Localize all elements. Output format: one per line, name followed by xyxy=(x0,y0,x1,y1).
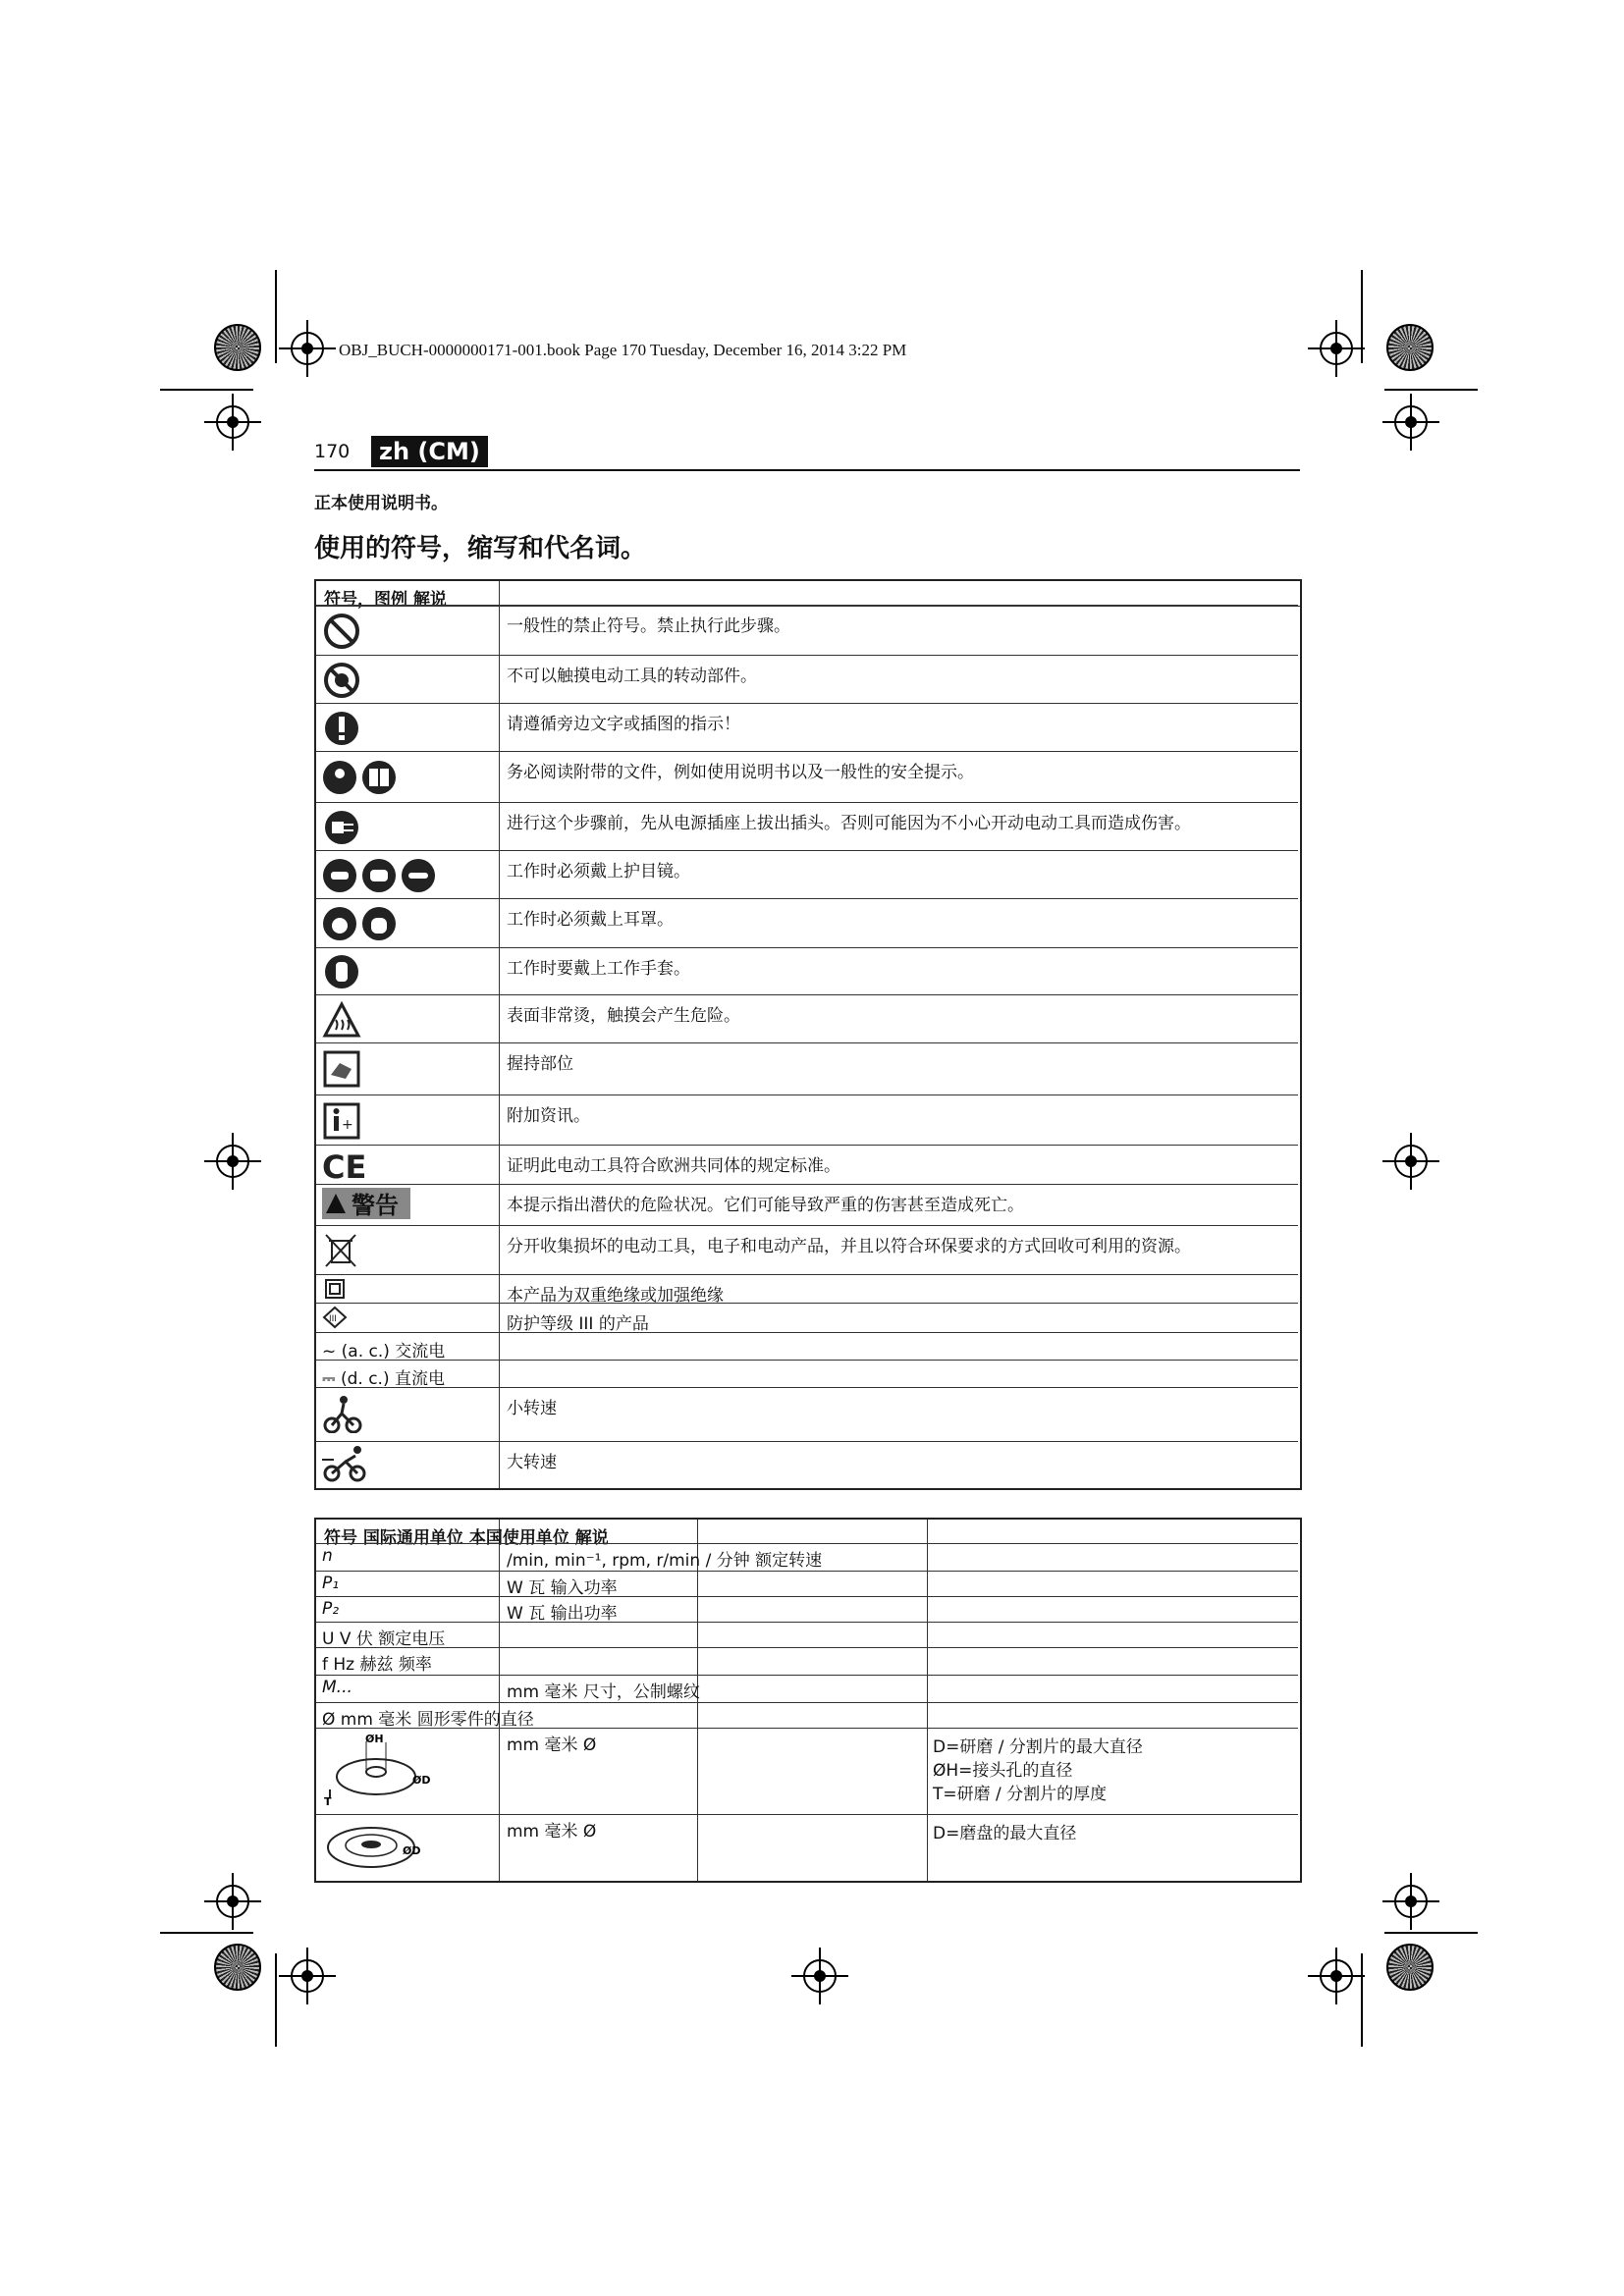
svg-text:CE: CE xyxy=(322,1148,367,1186)
svg-text:警告: 警告 xyxy=(352,1192,399,1219)
prohibition-icon xyxy=(322,612,361,655)
registration-mark-icon xyxy=(1320,1959,1353,1993)
weee-bin-icon xyxy=(322,1231,361,1274)
table-row xyxy=(316,1571,1298,1597)
hot-surface-icon xyxy=(322,1000,361,1043)
table-row xyxy=(316,850,1298,899)
table-row xyxy=(316,1274,1298,1304)
grinding-disc-diagram-icon xyxy=(322,1733,440,1815)
table-row xyxy=(316,655,1298,704)
page-number: 170 xyxy=(314,441,351,462)
exclamation-icon xyxy=(322,709,361,752)
symbol-description: 本产品为双重绝缘或加强绝缘 xyxy=(507,1286,724,1306)
unit-description: mm 毫米 Ø xyxy=(507,1822,597,1842)
symbol-description: 工作时要戴上工作手套。 xyxy=(507,959,690,979)
symbol-description: 工作时必须戴上护目镜。 xyxy=(507,862,690,881)
crop-mark xyxy=(160,389,253,391)
file-header: OBJ_BUCH-0000000171-001.book Page 170 Tuesday, December 16, 2014 3:22 PM xyxy=(339,341,907,359)
table-row xyxy=(316,898,1298,948)
registration-mark-icon xyxy=(1320,332,1353,365)
intro-text: 正本使用说明书。 xyxy=(314,494,448,513)
table-row xyxy=(316,1225,1298,1275)
no-touch-rotating-icon xyxy=(322,661,361,704)
crop-mark xyxy=(1384,1932,1478,1934)
symbol-description: 一般性的禁止符号。禁止执行此步骤。 xyxy=(507,616,790,636)
unit-symbol: M... xyxy=(322,1678,352,1697)
symbol-label: ~ (a. c.) 交流电 xyxy=(322,1342,446,1362)
table-row xyxy=(316,1814,1298,1878)
table-row xyxy=(316,1042,1298,1095)
info-icon xyxy=(322,1101,361,1145)
units-table-header: 符号 国际通用单位 本国使用单位 解说 xyxy=(324,1528,609,1548)
color-target-icon xyxy=(1386,324,1434,371)
unit-note: ØH=接头孔的直径 xyxy=(933,1761,1073,1781)
table-row xyxy=(316,1622,1298,1648)
table-row xyxy=(316,1702,1298,1729)
table-row xyxy=(316,1303,1298,1333)
symbol-description: 证明此电动工具符合欧洲共同体的规定标准。 xyxy=(507,1156,840,1176)
table-row xyxy=(316,703,1298,752)
unit-note: D=研磨 / 分割片的最大直径 xyxy=(933,1737,1143,1757)
registration-mark-icon xyxy=(291,332,324,365)
grip-area-icon xyxy=(322,1049,361,1093)
table-row xyxy=(316,1728,1298,1815)
unit-description: /min, min⁻¹, rpm, r/min / 分钟 额定转速 xyxy=(507,1551,823,1571)
symbol-description: 分开收集损坏的电动工具，电子和电动产品，并且以符合环保要求的方式回收可利用的资源。 xyxy=(507,1237,1191,1256)
color-target-icon xyxy=(1386,1944,1434,1991)
registration-mark-icon xyxy=(1394,405,1428,439)
table-row xyxy=(316,751,1298,803)
table-row xyxy=(316,1360,1298,1388)
gloves-icon xyxy=(322,952,361,995)
registration-mark-icon xyxy=(1394,1145,1428,1178)
registration-mark-icon xyxy=(291,1959,324,1993)
symbol-description: 工作时必须戴上耳罩。 xyxy=(507,910,674,930)
symbol-label: ⎓ (d. c.) 直流电 xyxy=(322,1369,445,1389)
table-row xyxy=(316,994,1298,1043)
symbol-description: 防护等级 III 的产品 xyxy=(507,1314,649,1334)
eye-protection-icon xyxy=(322,856,440,899)
unit-description: W 瓦 输入功率 xyxy=(507,1578,618,1598)
symbol-description: 务必阅读附带的文件，例如使用说明书以及一般性的安全提示。 xyxy=(507,763,974,782)
symbols-table-header: 符号，图例 解说 xyxy=(324,590,447,610)
table-row xyxy=(316,802,1298,851)
symbol-description: 表面非常烫，触摸会产生危险。 xyxy=(507,1006,740,1026)
unit-symbol: P₁ xyxy=(322,1574,340,1593)
unit-symbol: Ø mm 毫米 圆形零件的直径 xyxy=(322,1710,534,1730)
ear-protection-icon xyxy=(322,904,401,947)
color-target-icon xyxy=(214,324,261,371)
symbol-description: 握持部位 xyxy=(507,1054,573,1074)
high-speed-icon xyxy=(322,1444,369,1487)
table-row xyxy=(316,1596,1298,1623)
symbol-description: 请遵循旁边文字或插图的指示！ xyxy=(507,715,740,734)
registration-mark-icon xyxy=(1394,1885,1428,1918)
table-row xyxy=(316,1387,1298,1442)
unplug-icon xyxy=(322,808,361,851)
svg-text:ØD: ØD xyxy=(412,1774,431,1787)
table-row xyxy=(316,1675,1298,1703)
crop-mark xyxy=(275,270,277,363)
crop-mark xyxy=(275,1953,277,2047)
unit-symbol: P₂ xyxy=(322,1599,340,1619)
table-row xyxy=(316,605,1298,656)
language-badge: zh (CM) xyxy=(371,436,488,467)
svg-text:III: III xyxy=(329,1314,337,1324)
symbol-description: 大转速 xyxy=(507,1453,557,1472)
svg-text:T: T xyxy=(324,1795,332,1808)
unit-description: mm 毫米 尺寸，公制螺纹 xyxy=(507,1682,700,1702)
crop-mark xyxy=(1361,1953,1363,2047)
registration-mark-icon xyxy=(803,1959,837,1993)
unit-symbol: f Hz 赫兹 频率 xyxy=(322,1655,432,1675)
table-row xyxy=(316,1332,1298,1361)
unit-description: W 瓦 输出功率 xyxy=(507,1604,618,1624)
table-row xyxy=(316,1647,1298,1676)
symbol-description: 进行这个步骤前，先从电源插座上拔出插头。否则可能因为不小心开动电动工具而造成伤害。 xyxy=(507,814,1191,833)
unit-symbol: n xyxy=(322,1546,333,1566)
table-row xyxy=(316,1441,1298,1485)
svg-text:ØH: ØH xyxy=(365,1733,384,1745)
table-row xyxy=(316,1145,1298,1185)
header-rule xyxy=(314,469,1300,471)
svg-text:ØD: ØD xyxy=(403,1844,421,1857)
registration-mark-icon xyxy=(216,405,249,439)
svg-text:+: + xyxy=(342,1116,353,1133)
unit-note: T=研磨 / 分割片的厚度 xyxy=(933,1785,1108,1804)
sanding-pad-diagram-icon xyxy=(322,1821,440,1878)
registration-mark-icon xyxy=(216,1145,249,1178)
table-row xyxy=(316,1095,1298,1146)
page-title: 使用的符号，缩写和代名词。 xyxy=(314,534,647,563)
crop-mark xyxy=(160,1932,253,1934)
symbol-description: 附加资讯。 xyxy=(507,1106,590,1126)
symbol-description: 本提示指出潜伏的危险状况。它们可能导致严重的伤害甚至造成死亡。 xyxy=(507,1196,1024,1215)
unit-note: D=磨盘的最大直径 xyxy=(933,1824,1077,1843)
crop-mark xyxy=(1384,389,1478,391)
table-row xyxy=(316,947,1298,995)
warning-label-icon xyxy=(322,1186,412,1225)
read-manual-icon xyxy=(322,758,401,801)
unit-description: mm 毫米 Ø xyxy=(507,1735,597,1755)
low-speed-icon xyxy=(322,1394,365,1437)
crop-mark xyxy=(1361,270,1363,363)
symbol-description: 不可以触摸电动工具的转动部件。 xyxy=(507,667,757,686)
table-row xyxy=(316,1184,1298,1226)
unit-symbol: U V 伏 额定电压 xyxy=(322,1629,446,1649)
color-target-icon xyxy=(214,1944,261,1991)
symbol-description: 小转速 xyxy=(507,1399,557,1418)
registration-mark-icon xyxy=(216,1885,249,1918)
table-row xyxy=(316,1543,1298,1572)
